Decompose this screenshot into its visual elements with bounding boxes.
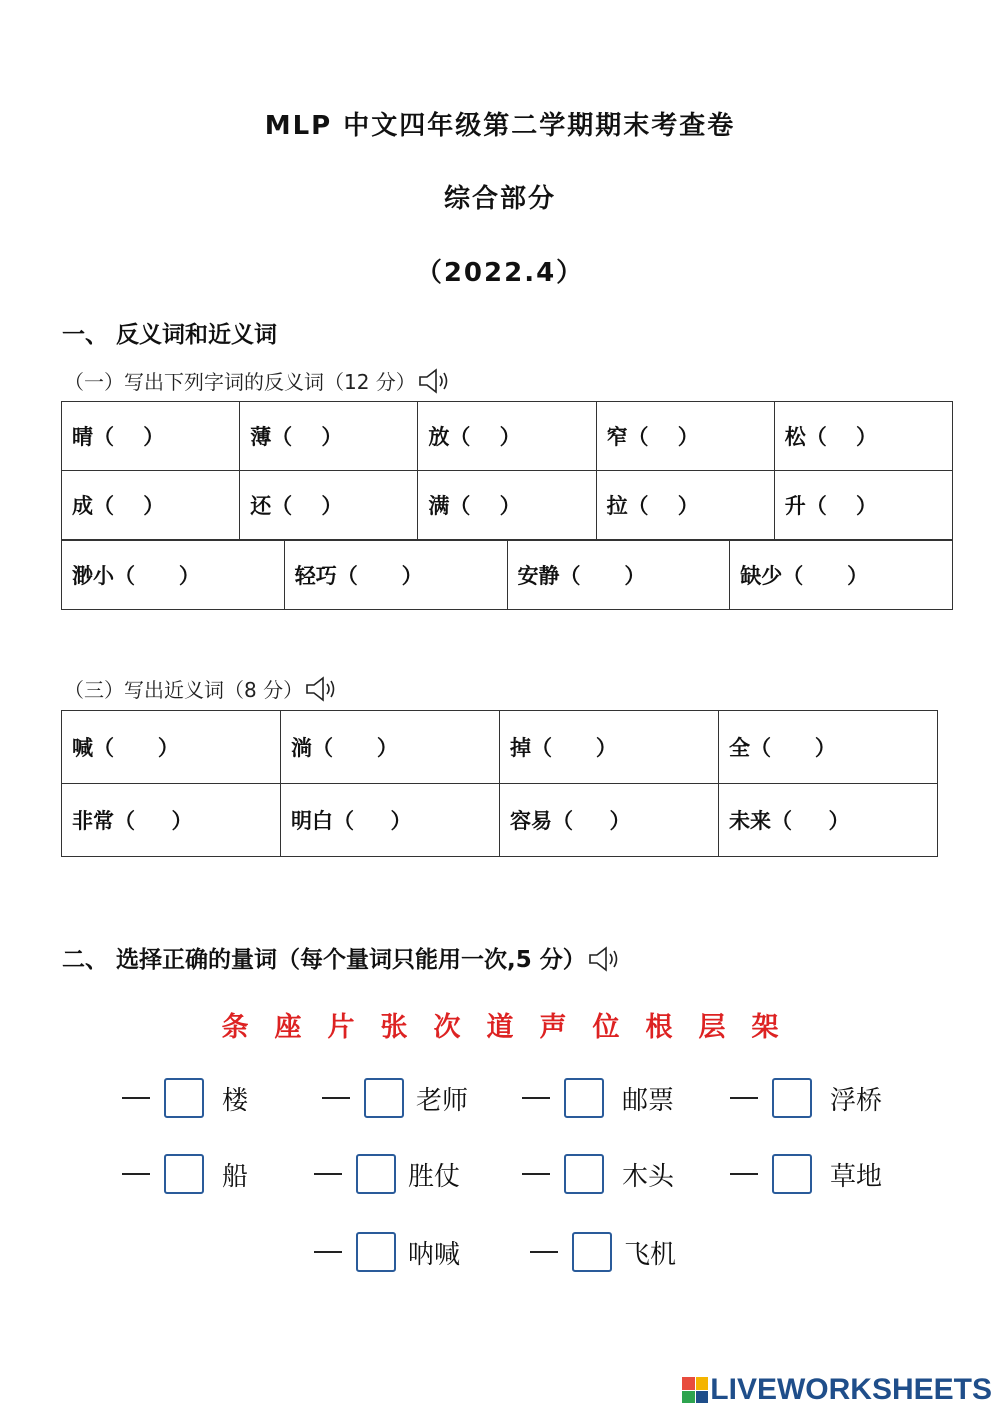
speaker-icon[interactable]: [305, 676, 339, 702]
dash: [730, 1173, 758, 1175]
synonym-cell[interactable]: 掉（ ）: [500, 711, 719, 784]
antonym-cell[interactable]: 放（ ）: [418, 402, 596, 471]
blank-item: [314, 1152, 460, 1196]
antonym-cell[interactable]: 窄（ ）: [596, 402, 774, 471]
blank-item: [314, 1230, 460, 1274]
section2-heading: [62, 941, 622, 974]
antonym-cell[interactable]: 满（ ）: [418, 471, 596, 540]
synonym-cell[interactable]: 全（ ）: [719, 711, 938, 784]
antonym-cell[interactable]: 轻巧（ ）: [284, 541, 507, 610]
noun-label: 船: [222, 1161, 249, 1192]
blank-item: [522, 1076, 674, 1120]
blank-item: [730, 1152, 882, 1196]
antonym-cell[interactable]: 薄（ ）: [240, 402, 418, 471]
dash: [522, 1173, 550, 1175]
blank-item: [530, 1230, 676, 1274]
noun-label: 胜仗: [408, 1161, 461, 1192]
liveworksheets-logo: [682, 1373, 992, 1407]
answer-box[interactable]: [564, 1154, 604, 1194]
noun-label: 草地: [830, 1161, 883, 1192]
noun-label: 飞机: [624, 1239, 677, 1270]
answer-box[interactable]: [356, 1154, 396, 1194]
dash: [314, 1251, 342, 1253]
blank-item: [522, 1152, 674, 1196]
speaker-icon[interactable]: [418, 368, 452, 394]
dash: [322, 1097, 350, 1099]
synonym-cell[interactable]: 未来（ ）: [719, 784, 938, 857]
synonym-cell[interactable]: 淌（ ）: [281, 711, 500, 784]
synonym-cell[interactable]: 容易（ ）: [500, 784, 719, 857]
antonym-cell[interactable]: 渺小（ ）: [62, 541, 285, 610]
synonym-cell[interactable]: 喊（ ）: [62, 711, 281, 784]
dash: [122, 1097, 150, 1099]
synonym-instruction-text: （三）写出近义词（8 分）: [64, 678, 304, 702]
antonym-cell[interactable]: 成（ ）: [62, 471, 240, 540]
blank-item: [122, 1152, 248, 1196]
dash: [122, 1173, 150, 1175]
logo-text: LIVEWORKSHEETS: [710, 1373, 992, 1406]
section1-heading: 一、 反义词和近义词: [62, 322, 278, 348]
antonym-cell[interactable]: 拉（ ）: [596, 471, 774, 540]
antonym-cell[interactable]: 缺少（ ）: [730, 541, 953, 610]
antonym-cell[interactable]: 还（ ）: [240, 471, 418, 540]
worksheet-title: MLP 中文四年级第二学期期末考查卷: [264, 111, 736, 141]
speaker-icon[interactable]: [588, 946, 622, 972]
measure-word-bank: 条座片张次道声位根层架: [221, 1012, 805, 1043]
dash: [730, 1097, 758, 1099]
antonym-cell[interactable]: 晴（ ）: [62, 402, 240, 471]
synonym-instruction: [64, 674, 339, 703]
blank-item: [322, 1076, 468, 1120]
worksheet-subtitle: 综合部分: [443, 184, 556, 214]
noun-label: 邮票: [622, 1085, 675, 1116]
answer-box[interactable]: [564, 1078, 604, 1118]
dash: [530, 1251, 558, 1253]
dash: [522, 1097, 550, 1099]
blank-item: [122, 1076, 248, 1120]
noun-label: 浮桥: [830, 1085, 883, 1116]
section2-heading-text: 二、 选择正确的量词（每个量词只能用一次,5 分）: [62, 947, 586, 973]
noun-label: 楼: [222, 1085, 249, 1116]
answer-box[interactable]: [364, 1078, 404, 1118]
logo-icon: [682, 1377, 708, 1403]
answer-box[interactable]: [772, 1078, 812, 1118]
answer-box[interactable]: [772, 1154, 812, 1194]
answer-box[interactable]: [572, 1232, 612, 1272]
answer-box[interactable]: [356, 1232, 396, 1272]
antonym-table: [61, 401, 953, 540]
noun-label: 木头: [622, 1161, 675, 1192]
antonym-instruction: [64, 366, 452, 395]
antonym-instruction-text: （一）写出下列字词的反义词（12 分）: [64, 370, 416, 394]
antonym-cell[interactable]: 安静（ ）: [507, 541, 730, 610]
answer-box[interactable]: [164, 1078, 204, 1118]
blank-item: [730, 1076, 882, 1120]
worksheet-date: （2022.4）: [415, 258, 585, 288]
antonym-cell[interactable]: 松（ ）: [774, 402, 952, 471]
noun-label: 老师: [416, 1085, 469, 1116]
antonym-table-words: [61, 540, 953, 610]
noun-label: 呐喊: [408, 1239, 461, 1270]
synonym-cell[interactable]: 非常（ ）: [62, 784, 281, 857]
antonym-cell[interactable]: 升（ ）: [774, 471, 952, 540]
dash: [314, 1173, 342, 1175]
synonym-table: [61, 710, 938, 857]
synonym-cell[interactable]: 明白（ ）: [281, 784, 500, 857]
answer-box[interactable]: [164, 1154, 204, 1194]
